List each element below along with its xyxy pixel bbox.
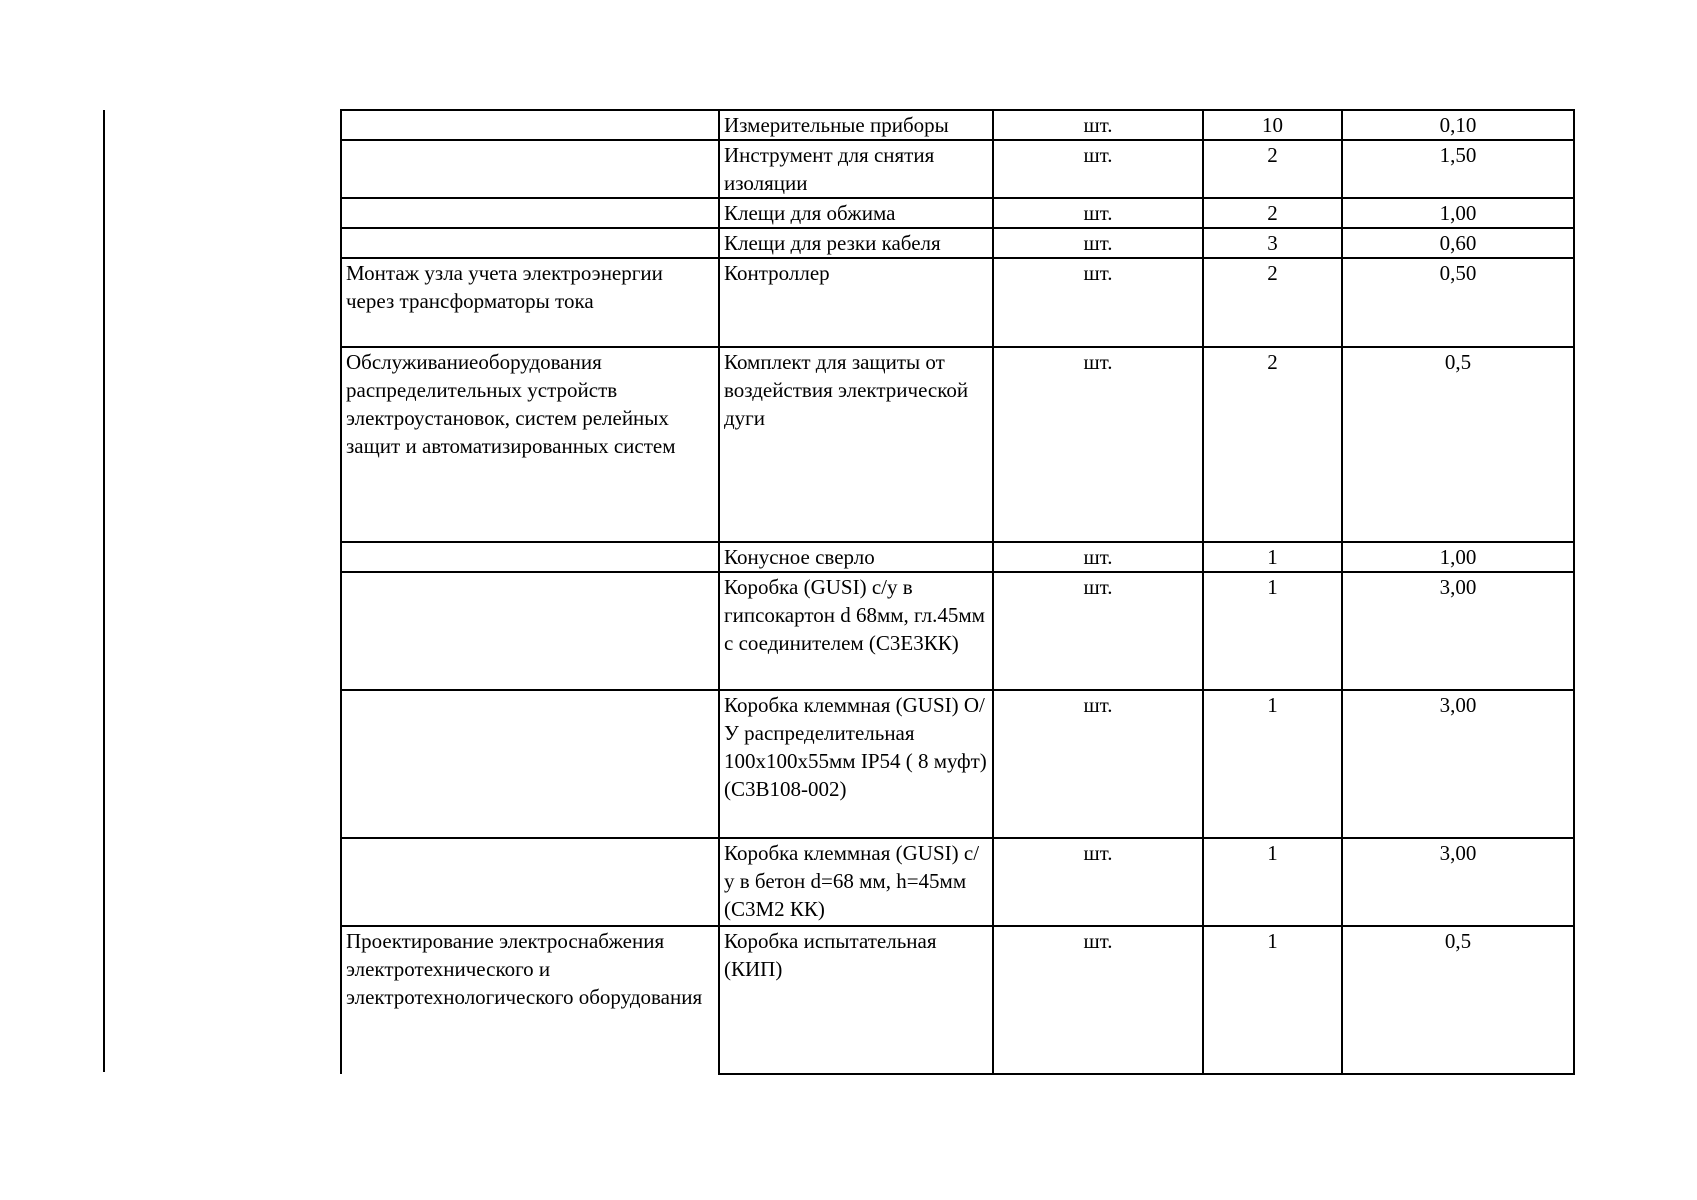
qty-cell: 2 xyxy=(1203,347,1342,542)
unit-cell: шт. xyxy=(993,110,1203,140)
table-row xyxy=(341,926,1574,1074)
unit-cell: шт. xyxy=(993,926,1203,1074)
work-cell xyxy=(341,198,719,228)
qty-cell: 10 xyxy=(1203,110,1342,140)
value-cell: 3,00 xyxy=(1342,838,1574,926)
work-cell: Монтаж узла учета электроэнергии через трансформаторы тока xyxy=(341,258,719,347)
item-cell: Инструмент для снятия изоляции xyxy=(719,140,993,198)
item-cell: Комплект для защиты от воздействия электрической дуги xyxy=(719,347,993,542)
equipment-table xyxy=(340,109,1575,1075)
qty-cell: 2 xyxy=(1203,198,1342,228)
table-row xyxy=(341,572,1574,690)
table-row xyxy=(341,838,1574,926)
item-cell: Контроллер xyxy=(719,258,993,347)
unit-cell: шт. xyxy=(993,140,1203,198)
unit-cell: шт. xyxy=(993,347,1203,542)
table-row xyxy=(341,542,1574,572)
work-cell xyxy=(341,690,719,838)
qty-cell: 3 xyxy=(1203,228,1342,258)
qty-cell: 2 xyxy=(1203,140,1342,198)
qty-cell: 1 xyxy=(1203,690,1342,838)
value-cell: 1,50 xyxy=(1342,140,1574,198)
work-cell xyxy=(341,542,719,572)
table-row xyxy=(341,258,1574,347)
item-cell: Коробка испытательная (КИП) xyxy=(719,926,993,1074)
value-cell: 0,10 xyxy=(1342,110,1574,140)
unit-cell: шт. xyxy=(993,838,1203,926)
item-cell: Коробка клеммная (GUSI) с/у в бетон d=68 мм, h=45мм (С3М2 КК) xyxy=(719,838,993,926)
table-row xyxy=(341,140,1574,198)
value-cell: 3,00 xyxy=(1342,572,1574,690)
value-cell: 0,60 xyxy=(1342,228,1574,258)
table-row xyxy=(341,228,1574,258)
unit-cell: шт. xyxy=(993,198,1203,228)
value-cell: 1,00 xyxy=(1342,198,1574,228)
item-cell: Конусное сверло xyxy=(719,542,993,572)
value-cell: 0,5 xyxy=(1342,347,1574,542)
work-cell xyxy=(341,110,719,140)
qty-cell: 1 xyxy=(1203,926,1342,1074)
work-cell xyxy=(341,140,719,198)
table-row xyxy=(341,347,1574,542)
value-cell: 0,50 xyxy=(1342,258,1574,347)
item-cell: Коробка (GUSI) с/у в гипсокартон d 68мм, гл.45мм с соединителем (С3Е3КК) xyxy=(719,572,993,690)
work-cell xyxy=(341,838,719,926)
table-row xyxy=(341,198,1574,228)
value-cell: 1,00 xyxy=(1342,542,1574,572)
item-cell: Измерительные приборы xyxy=(719,110,993,140)
unit-cell: шт. xyxy=(993,572,1203,690)
item-cell: Коробка клеммная (GUSI) О/У распределительная 100х100х55мм IP54 ( 8 муфт) (С3В108-002) xyxy=(719,690,993,838)
qty-cell: 1 xyxy=(1203,572,1342,690)
work-cell xyxy=(341,572,719,690)
unit-cell: шт. xyxy=(993,258,1203,347)
unit-cell: шт. xyxy=(993,542,1203,572)
work-cell xyxy=(341,228,719,258)
unit-cell: шт. xyxy=(993,690,1203,838)
work-cell: Проектирование электроснабжения электротехнического и электротехнологического оборудования xyxy=(341,926,719,1074)
qty-cell: 1 xyxy=(1203,838,1342,926)
value-cell: 3,00 xyxy=(1342,690,1574,838)
work-cell: Обслуживаниеоборудования распределительных устройств электроустановок, систем релейных защит и автоматизированных систем xyxy=(341,347,719,542)
qty-cell: 1 xyxy=(1203,542,1342,572)
table-row xyxy=(341,690,1574,838)
unit-cell: шт. xyxy=(993,228,1203,258)
item-cell: Клещи для обжима xyxy=(719,198,993,228)
left-margin-rule xyxy=(103,110,105,1072)
qty-cell: 2 xyxy=(1203,258,1342,347)
item-cell: Клещи для резки кабеля xyxy=(719,228,993,258)
value-cell: 0,5 xyxy=(1342,926,1574,1074)
table-row xyxy=(341,110,1574,140)
